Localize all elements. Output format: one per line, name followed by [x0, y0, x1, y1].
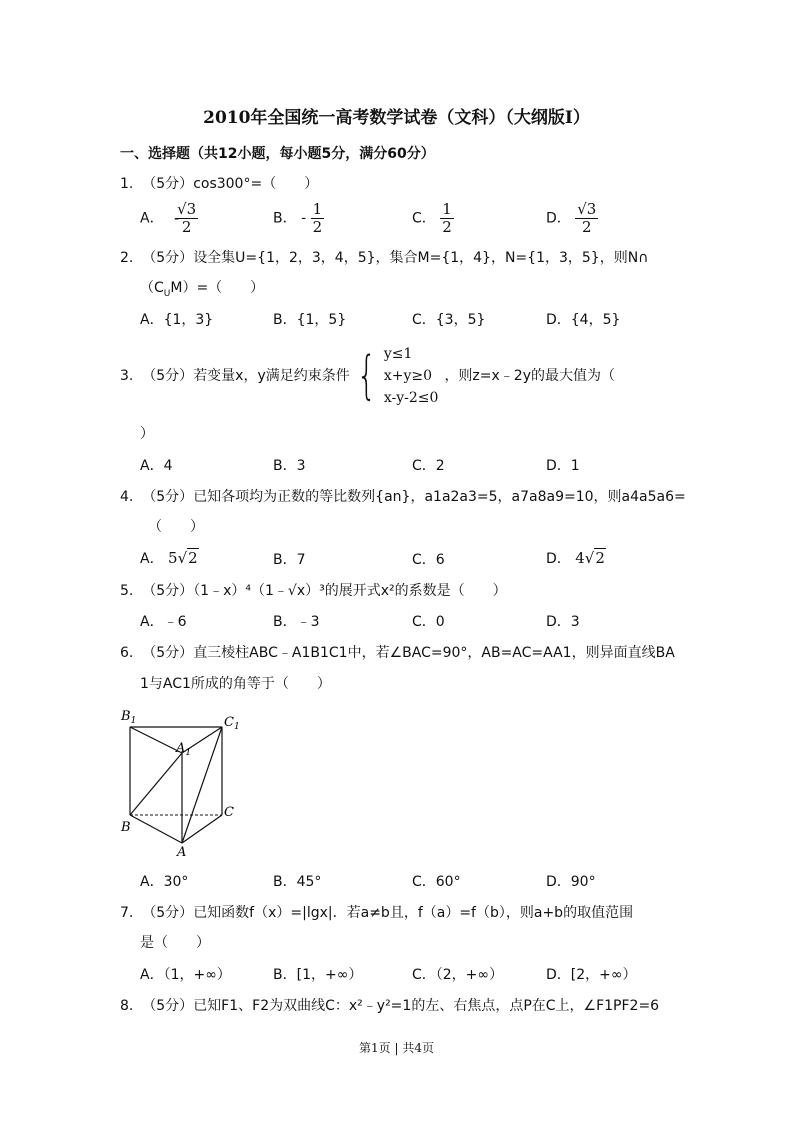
- question-stem: 已知各项均为正数的等比数列{an}，a1a2a3=5，a7a8a9=10，则a4a5a6=: [193, 489, 686, 505]
- diagonal-ac1: [182, 727, 222, 843]
- option-label: D．: [546, 210, 571, 227]
- prism-figure: [115, 705, 255, 860]
- fraction-denominator: 2: [582, 218, 592, 236]
- question-4: [120, 490, 686, 504]
- stem-subscript: U: [163, 288, 171, 299]
- radical-coefficient: 5: [168, 549, 178, 567]
- option-label: A．: [140, 551, 164, 567]
- constraint-1: y≤1: [383, 346, 413, 362]
- fraction-numerator: √3: [577, 200, 597, 218]
- q3-option-b: B．3: [273, 458, 306, 474]
- question-7-cont: 是（ ）: [140, 935, 210, 951]
- radical-expression: 4√2: [575, 549, 605, 567]
- question-number: 3.: [120, 368, 134, 384]
- question-stem: （1﹣x）⁴（1﹣√x）³的展开式x²的系数是（ ）: [193, 583, 507, 599]
- question-stem: 已知F1、F2为双曲线C：x²﹣y²=1的左、右焦点，点P在C上，∠F1PF2=6: [193, 998, 660, 1014]
- fraction: [311, 202, 325, 235]
- question-number: 7.: [120, 905, 134, 921]
- question-6: [120, 646, 675, 660]
- q5-option-b: B．﹣3: [273, 614, 320, 630]
- page-footer: 第1页 | 共4页: [359, 1041, 434, 1055]
- q5-option-d: D．3: [546, 614, 580, 630]
- question-8: [120, 999, 659, 1013]
- q6-option-b: B．45°: [273, 874, 322, 890]
- question-1: [120, 177, 318, 191]
- question-2-cont: [140, 280, 265, 299]
- question-score: （5分）: [142, 368, 194, 384]
- question-number: 5.: [120, 583, 134, 599]
- question-score: （5分）: [142, 176, 194, 192]
- radical-coefficient: 4: [575, 549, 585, 567]
- minus-sign: -: [174, 210, 180, 227]
- question-score: （5分）: [142, 250, 194, 266]
- question-stem: cos300°=（ ）: [193, 176, 319, 192]
- q7-option-b: B．[1，+∞）: [273, 967, 363, 983]
- fraction: [575, 202, 598, 235]
- q7-option-d: D．[2，+∞）: [546, 967, 637, 983]
- edge-ba: [130, 815, 182, 843]
- q3-option-d: D．1: [546, 458, 580, 474]
- question-number: 1.: [120, 176, 134, 192]
- question-stem: ，则z=x﹣2y的最大值为（: [444, 368, 615, 384]
- fraction-numerator: 1: [442, 200, 452, 218]
- question-3-close: ）: [140, 426, 154, 442]
- q4-option-d: [546, 551, 606, 566]
- edge-ac: [182, 815, 222, 843]
- radical-expression: 5√2: [168, 549, 198, 567]
- q6-option-d: D．90°: [546, 874, 596, 890]
- question-score: （5分）: [142, 998, 194, 1014]
- q4-option-a: [140, 551, 199, 566]
- q5-option-a: A．﹣6: [140, 614, 187, 630]
- question-stem: 设全集U={1，2，3，4，5}，集合M={1，4}，N={1，3，5}，则N∩: [193, 250, 649, 266]
- option-label: D．: [546, 551, 571, 567]
- stem-part: （C: [140, 280, 164, 296]
- q6-option-a: A．30°: [140, 874, 189, 890]
- question-score: （5分）: [142, 489, 194, 505]
- question-score: （5分）: [142, 645, 194, 661]
- question-stem: 直三棱柱ABC﹣A1B1C1中，若∠BAC=90°，AB=AC=AA1，则异面直线BA: [193, 645, 675, 661]
- q1-option-b: [273, 202, 324, 235]
- q5-option-c: C．0: [412, 614, 445, 630]
- radicand: 2: [188, 549, 198, 567]
- label-c1: $C_1$: [224, 715, 240, 732]
- edge-b1a1: [130, 727, 182, 753]
- q1-option-d: [546, 202, 598, 235]
- fraction: [175, 202, 198, 235]
- fraction-denominator: 2: [312, 218, 323, 236]
- question-number: 4.: [120, 489, 134, 505]
- question-3: [120, 342, 615, 410]
- diagonal-ba1: [130, 753, 182, 815]
- q4-option-b: B．7: [273, 552, 306, 568]
- fraction-denominator: 2: [181, 218, 192, 236]
- question-number: 8.: [120, 998, 134, 1014]
- q3-option-a: A．4: [140, 458, 173, 474]
- question-4-cont: （ ）: [148, 519, 204, 535]
- label-a1: $A_1$: [176, 741, 192, 758]
- question-5: [120, 584, 507, 598]
- q7-option-a: A．（1，+∞）: [140, 967, 231, 983]
- question-number: 6.: [120, 645, 134, 661]
- section-heading: 一、选择题（共12小题，每小题5分，满分60分）: [120, 146, 435, 162]
- fraction-denominator: 2: [442, 218, 452, 236]
- q1-option-c: [412, 202, 454, 235]
- constraint-system: [350, 343, 439, 409]
- question-6-cont: 1与AC1所成的角等于（ ）: [140, 676, 331, 692]
- question-2: [120, 251, 648, 265]
- option-label: C．: [412, 210, 436, 227]
- fraction-numerator: √3: [177, 200, 197, 218]
- constraint-3: x-y-2≤0: [383, 390, 439, 406]
- q4-option-c: C．6: [412, 552, 445, 568]
- fraction: [440, 202, 454, 235]
- q2-option-d: D．{4，5}: [546, 312, 621, 328]
- q3-option-c: C．2: [412, 458, 445, 474]
- question-stem: 若变量x，y满足约束条件: [193, 368, 350, 384]
- q1-option-a: [140, 202, 198, 235]
- option-label: B．: [273, 210, 297, 227]
- label-a: A: [177, 845, 187, 860]
- q2-option-c: C．{3，5}: [412, 312, 486, 328]
- question-number: 2.: [120, 250, 134, 266]
- left-brace-icon: {: [356, 346, 377, 406]
- q6-option-c: C．60°: [412, 874, 461, 890]
- question-stem: 已知函数f（x）=|lgx|．若a≠b且，f（a）=f（b），则a+b的取值范围: [193, 905, 634, 921]
- page-title: 2010年全国统一高考数学试卷（文科）（大纲版Ⅰ）: [203, 108, 590, 128]
- question-score: （5分）: [142, 583, 194, 599]
- stem-part: M）=（ ）: [170, 280, 265, 296]
- question-score: （5分）: [142, 905, 194, 921]
- label-b1: $B_1$: [121, 709, 137, 726]
- constraint-2: x+y≥0: [383, 368, 433, 384]
- q2-option-b: B．{1，5}: [273, 312, 347, 328]
- option-label: A．: [140, 210, 164, 227]
- question-7: [120, 906, 633, 920]
- label-c: C: [224, 805, 234, 820]
- fraction-numerator: 1: [312, 200, 323, 218]
- q2-option-a: A．{1，3}: [140, 312, 214, 328]
- minus-sign: -: [301, 210, 307, 227]
- q7-option-c: C．（2，+∞）: [412, 967, 504, 983]
- radicand: 2: [595, 549, 605, 567]
- label-b: B: [121, 820, 131, 835]
